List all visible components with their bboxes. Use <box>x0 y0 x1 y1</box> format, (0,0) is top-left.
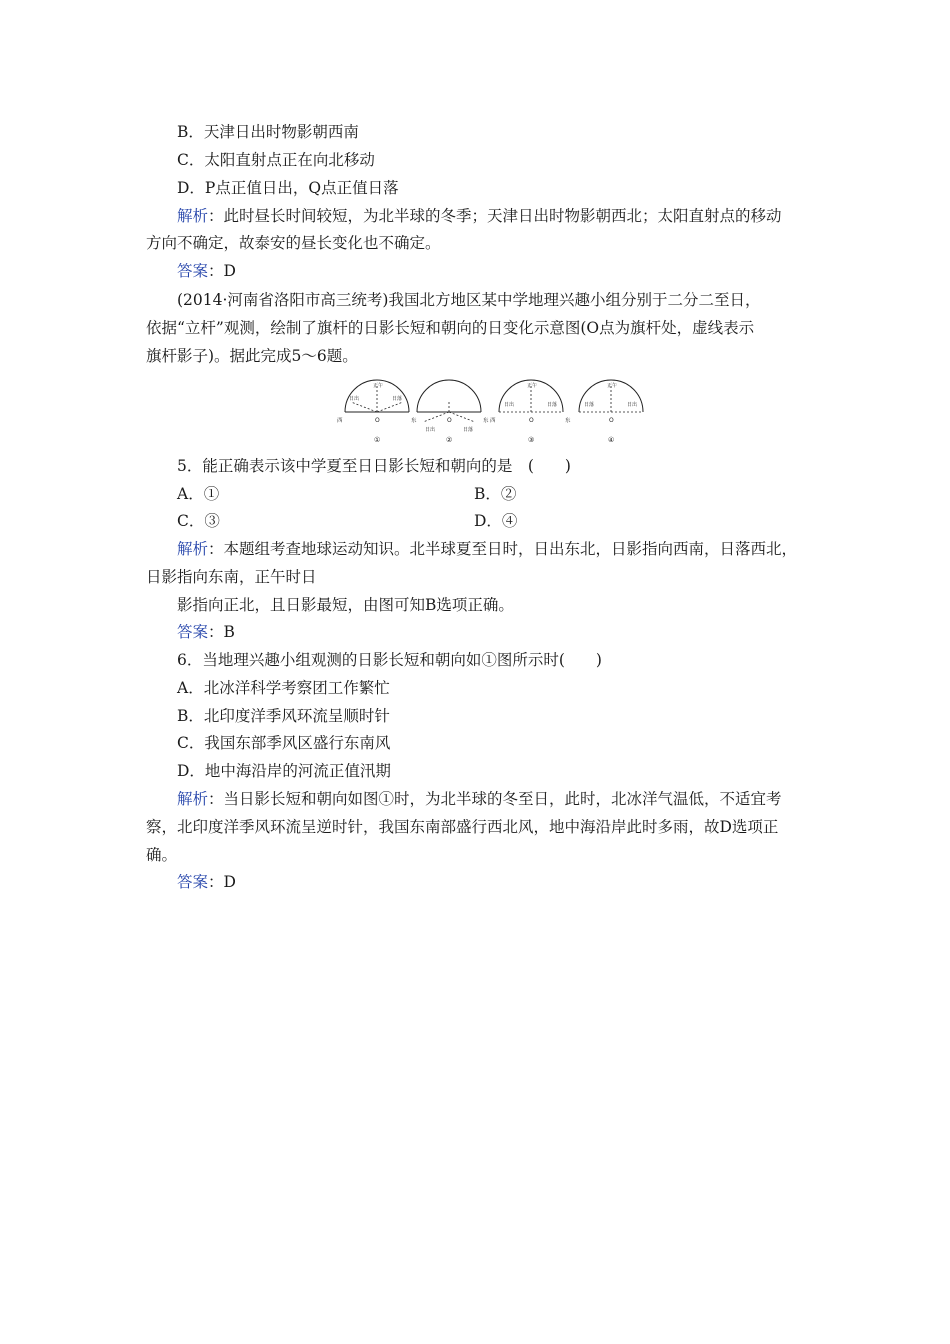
shadow-diagram <box>337 376 649 448</box>
center-label: O <box>375 417 380 424</box>
center-label: O <box>447 417 452 424</box>
diagram-label: ② <box>446 436 453 444</box>
analysis-text: ：此时昼长时间较短，为北半球的冬季；天津日出时物影朝西北；太阳直射点的移动 <box>208 207 782 225</box>
sunrise-label: 日出 <box>504 402 515 408</box>
noon-label: 正午 <box>527 383 538 389</box>
west-label: 西 <box>490 418 496 424</box>
sunrise-label: 日出 <box>425 427 436 433</box>
diagram-2 <box>417 380 489 444</box>
q4-answer <box>177 261 236 281</box>
answer-value: ：B <box>208 623 235 641</box>
noon-label: 正午 <box>373 383 384 389</box>
answer-value: ：D <box>208 262 236 280</box>
east-label: 东 <box>411 418 417 424</box>
sunset-label: 日落 <box>547 402 558 408</box>
q6-option-d: D．地中海沿岸的河流正值汛期 <box>177 762 391 780</box>
answer-label: 答案 <box>177 623 209 641</box>
analysis-text: ：当日影长短和朝向如图①时，为北半球的冬至日，此时，北冰洋气温低，不适宜考 <box>208 790 782 808</box>
q4-option-b: B．天津日出时物影朝西南 <box>177 123 359 141</box>
diagram-1 <box>337 380 417 444</box>
intro-line-2: 依据“立杆”观测，绘制了旗杆的日影长短和朝向的日变化示意图(O点为旗杆处，虚线表示 <box>146 319 755 337</box>
q6-option-c: C．我国东部季风区盛行东南风 <box>177 734 391 752</box>
sunrise-label: 日出 <box>349 396 360 402</box>
analysis-label: 解析 <box>177 540 209 558</box>
q4-option-d: D．P点正值日出，Q点正值日落 <box>177 179 399 197</box>
q6-option-a: A．北冰洋科学考察团工作繁忙 <box>177 679 390 697</box>
q6-analysis-cont-2: 确。 <box>146 846 178 864</box>
diagram-label: ④ <box>608 436 615 444</box>
q6-analysis <box>177 789 782 809</box>
q5-answer <box>177 622 235 642</box>
intro-line-1: (2014·河南省洛阳市高三统考)我国北方地区某中学地理兴趣小组分别于二分二至日， <box>177 291 761 309</box>
sunset-label: 日落 <box>463 427 474 433</box>
q5-analysis <box>177 539 797 559</box>
answer-label: 答案 <box>177 873 209 891</box>
sunset-label: 日落 <box>392 396 403 402</box>
q6-analysis-cont: 察，北印度洋季风环流呈逆时针，我国东南部盛行西北风，地中海沿岸此时多雨，故D选项正 <box>146 818 779 836</box>
q5-analysis-cont: 日影指向东南，正午时日 <box>146 568 317 586</box>
noon-label: 正午 <box>607 383 618 389</box>
q5-option-c: C．③ <box>177 512 220 530</box>
analysis-text: ：本题组考查地球运动知识。北半球夏至日时，日出东北，日影指向西南，日落西北， <box>208 540 798 558</box>
answer-value: ：D <box>208 873 236 891</box>
q5-option-a: A．① <box>177 485 220 503</box>
east-label: 东 <box>483 418 489 424</box>
q4-analysis <box>177 206 782 226</box>
west-label: 西 <box>337 418 343 424</box>
q4-analysis-cont: 方向不确定，故泰安的昼长变化也不确定。 <box>146 234 441 252</box>
east-label: 东 <box>565 418 571 424</box>
q5-analysis-cont-2: 影指向正北，且日影最短，由图可知B选项正确。 <box>177 596 514 614</box>
diagram-4 <box>579 380 643 444</box>
q5-stem: 5．能正确表示该中学夏至日日影长短和朝向的是 ( ) <box>177 457 571 475</box>
diagram-3 <box>490 380 571 444</box>
diagram-label: ③ <box>528 436 535 444</box>
q5-option-b: B．② <box>474 485 517 503</box>
q4-option-c: C．太阳直射点正在向北移动 <box>177 151 375 169</box>
q6-stem: 6．当地理兴趣小组观测的日影长短和朝向如①图所示时( ) <box>177 651 602 669</box>
center-label: O <box>609 417 614 424</box>
center-label: O <box>529 417 534 424</box>
answer-label: 答案 <box>177 262 209 280</box>
sunrise-label: 日出 <box>627 402 638 408</box>
q6-answer <box>177 872 236 892</box>
q6-option-b: B．北印度洋季风环流呈顺时针 <box>177 707 390 725</box>
diagram-label: ① <box>374 436 381 444</box>
analysis-label: 解析 <box>177 207 209 225</box>
q5-option-d: D．④ <box>474 512 518 530</box>
intro-line-3: 旗杆影子)。据此完成5～6题。 <box>146 347 358 365</box>
sunset-label: 日落 <box>584 402 595 408</box>
analysis-label: 解析 <box>177 790 209 808</box>
